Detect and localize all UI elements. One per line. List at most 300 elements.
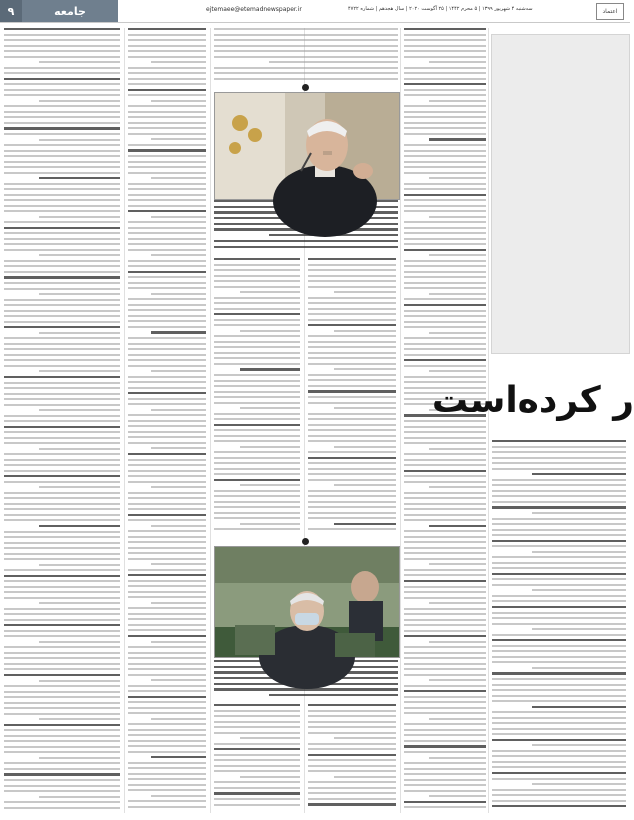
text-line	[429, 486, 486, 488]
text-line	[128, 315, 206, 317]
text-line	[492, 750, 626, 752]
text-line	[404, 133, 486, 135]
text-line	[4, 144, 120, 146]
issue-dateline: سه‌شنبه ۴ شهریور ۱۳۹۹ | ۵ محرم ۱۴۴۲ | ۲۵ آگوست ۲۰۲۰ | سال هجدهم | شماره ۴۷۲۲	[348, 6, 533, 12]
text-line	[4, 166, 120, 168]
text-line	[4, 492, 120, 494]
text-line	[4, 768, 120, 770]
text-line	[214, 495, 300, 497]
text-line	[151, 447, 206, 449]
text-line	[492, 440, 626, 442]
column-divider	[400, 28, 401, 813]
text-line	[308, 787, 396, 789]
text-line	[404, 652, 486, 654]
text-line	[128, 227, 206, 229]
text-line	[151, 795, 206, 797]
text-line	[128, 436, 206, 438]
text-line	[492, 479, 626, 481]
text-line	[151, 138, 206, 140]
advertisement-block	[491, 34, 630, 354]
text-line	[492, 778, 626, 780]
text-line	[404, 72, 486, 74]
text-line	[492, 495, 626, 497]
text-line	[308, 275, 396, 277]
headline-text: ر کرده‌است	[431, 380, 634, 421]
text-line	[214, 308, 300, 310]
text-line	[404, 481, 486, 483]
text-line	[128, 442, 206, 444]
text-line	[404, 464, 486, 466]
text-line	[404, 45, 486, 47]
text-line	[429, 602, 486, 604]
text-line	[308, 357, 396, 359]
text-line	[404, 773, 486, 775]
text-line	[308, 297, 396, 299]
text-line	[429, 177, 486, 179]
text-line	[404, 646, 486, 648]
text-line	[4, 591, 120, 593]
text-line	[214, 732, 300, 734]
text-line	[4, 67, 120, 69]
text-line	[404, 459, 486, 461]
text-line	[128, 536, 206, 538]
text-line	[4, 807, 120, 809]
text-line	[404, 161, 486, 163]
text-line	[4, 735, 120, 737]
text-line	[214, 804, 300, 806]
text-line	[404, 470, 486, 472]
text-line	[128, 359, 206, 361]
text-line	[404, 745, 486, 747]
text-line	[214, 748, 300, 750]
text-line	[308, 363, 396, 365]
text-line	[214, 240, 398, 242]
text-line	[214, 765, 300, 767]
text-line	[308, 512, 396, 514]
text-line	[214, 313, 300, 315]
text-line	[214, 374, 300, 376]
text-line	[240, 737, 300, 739]
text-column-3-mid	[214, 258, 300, 538]
text-line	[214, 517, 300, 519]
text-line	[214, 297, 300, 299]
text-line	[4, 398, 120, 400]
text-line	[214, 357, 300, 359]
text-line	[128, 425, 206, 427]
contact-email[interactable]: ejtemaee@etemadnewspaper.ir	[206, 6, 302, 13]
text-line	[4, 442, 120, 444]
text-line	[404, 536, 486, 538]
text-line	[404, 83, 486, 85]
text-line	[4, 531, 120, 533]
text-line	[214, 506, 300, 508]
text-line	[492, 612, 626, 614]
text-line	[214, 424, 300, 426]
text-line	[128, 260, 206, 262]
text-line	[4, 453, 120, 455]
text-line	[404, 227, 486, 229]
text-line	[128, 94, 206, 96]
text-line	[308, 721, 396, 723]
text-column-4-mid	[308, 258, 396, 538]
text-line	[128, 194, 206, 196]
text-line	[4, 635, 120, 637]
text-line	[404, 232, 486, 234]
text-line	[404, 762, 486, 764]
text-line	[128, 652, 206, 654]
text-line	[404, 635, 486, 637]
text-line	[4, 431, 120, 433]
text-line	[4, 348, 120, 350]
text-line	[39, 602, 120, 604]
text-line	[308, 501, 396, 503]
text-line	[128, 271, 206, 273]
text-line	[308, 385, 396, 387]
text-line	[492, 656, 626, 658]
text-line	[404, 315, 486, 317]
text-line	[4, 702, 120, 704]
text-line	[492, 573, 626, 575]
text-line	[4, 359, 120, 361]
text-line	[4, 746, 120, 748]
text-line	[128, 387, 206, 389]
text-line	[404, 348, 486, 350]
text-line	[151, 293, 206, 295]
text-line	[214, 324, 300, 326]
text-line	[214, 396, 300, 398]
text-line	[429, 61, 486, 63]
text-line	[214, 45, 398, 47]
text-line	[308, 429, 396, 431]
text-line	[128, 166, 206, 168]
text-line	[214, 363, 300, 365]
text-line	[4, 199, 120, 201]
text-line	[334, 291, 396, 293]
text-line	[214, 798, 300, 800]
text-line	[4, 299, 120, 301]
text-line	[404, 144, 486, 146]
text-line	[308, 269, 396, 271]
text-line	[308, 396, 396, 398]
text-line	[4, 34, 120, 36]
text-line	[4, 310, 120, 312]
text-line	[404, 304, 486, 306]
text-line	[404, 806, 486, 808]
text-line	[4, 464, 120, 466]
text-line	[128, 519, 206, 521]
text-line	[128, 784, 206, 786]
text-column-3-bottom	[214, 704, 300, 814]
text-line	[429, 254, 486, 256]
text-line	[128, 580, 206, 582]
text-line	[404, 740, 486, 742]
text-line	[334, 737, 396, 739]
text-line	[214, 770, 300, 772]
text-line	[492, 645, 626, 647]
text-line	[404, 310, 486, 312]
text-line	[128, 800, 206, 802]
text-line	[4, 227, 120, 229]
text-line	[404, 508, 486, 510]
text-line	[4, 265, 120, 267]
text-line	[404, 354, 486, 356]
text-line	[334, 484, 396, 486]
text-line	[214, 67, 398, 69]
text-line	[128, 249, 206, 251]
text-line	[128, 668, 206, 670]
text-line	[404, 188, 486, 190]
text-line	[404, 492, 486, 494]
text-line	[4, 630, 120, 632]
text-line	[128, 745, 206, 747]
text-line	[128, 78, 206, 80]
text-line	[404, 376, 486, 378]
text-line	[240, 330, 300, 332]
text-line	[404, 105, 486, 107]
text-line	[492, 529, 626, 531]
text-line	[214, 715, 300, 717]
text-line	[308, 402, 396, 404]
text-line	[214, 704, 300, 706]
text-line	[128, 116, 206, 118]
text-line	[308, 506, 396, 508]
text-line	[240, 484, 300, 486]
text-line	[308, 302, 396, 304]
text-line	[532, 744, 626, 746]
text-line	[4, 161, 120, 163]
text-line	[492, 540, 626, 542]
text-line	[308, 748, 396, 750]
text-line	[128, 28, 206, 30]
text-line	[404, 271, 486, 273]
text-line	[429, 563, 486, 565]
text-line	[128, 431, 206, 433]
text-line	[4, 547, 120, 549]
text-line	[4, 122, 120, 124]
text-line	[214, 39, 398, 41]
text-line	[492, 606, 626, 608]
text-line	[4, 94, 120, 96]
text-line	[492, 451, 626, 453]
text-line	[128, 337, 206, 339]
text-line	[128, 607, 206, 609]
text-line	[532, 706, 626, 708]
text-line	[404, 150, 486, 152]
text-line	[404, 67, 486, 69]
text-line	[308, 341, 396, 343]
text-line	[308, 479, 396, 481]
text-line	[429, 525, 486, 527]
text-line	[492, 462, 626, 464]
text-line	[128, 50, 206, 52]
text-line	[269, 61, 398, 63]
text-line	[308, 759, 396, 761]
text-line	[4, 724, 120, 726]
text-line	[128, 624, 206, 626]
text-line	[4, 249, 120, 251]
text-line	[128, 276, 206, 278]
text-line	[214, 468, 300, 470]
text-line	[4, 321, 120, 323]
text-line	[4, 646, 120, 648]
text-line	[151, 254, 206, 256]
text-line	[404, 431, 486, 433]
text-line	[128, 232, 206, 234]
text-line	[308, 715, 396, 717]
text-line	[214, 402, 300, 404]
text-line	[404, 591, 486, 593]
text-line	[404, 337, 486, 339]
text-line	[214, 754, 300, 756]
text-line	[404, 668, 486, 670]
text-line	[404, 701, 486, 703]
text-line	[128, 199, 206, 201]
text-line	[4, 420, 120, 422]
text-line	[404, 166, 486, 168]
text-line	[308, 710, 396, 712]
text-line	[128, 326, 206, 328]
text-line	[4, 790, 120, 792]
text-line	[404, 243, 486, 245]
text-line	[128, 789, 206, 791]
text-line	[308, 528, 396, 530]
text-line	[429, 448, 486, 450]
text-line	[4, 194, 120, 196]
text-line	[429, 332, 486, 334]
text-line	[404, 442, 486, 444]
text-line	[4, 78, 120, 80]
text-column-6	[492, 440, 626, 815]
text-line	[214, 429, 300, 431]
text-line	[4, 260, 120, 262]
text-line	[4, 657, 120, 659]
text-line	[492, 672, 626, 674]
text-column-2	[128, 28, 206, 813]
text-line	[4, 387, 120, 389]
text-line	[492, 684, 626, 686]
text-line	[214, 391, 300, 393]
text-line	[404, 298, 486, 300]
text-line	[4, 514, 120, 516]
text-line	[4, 785, 120, 787]
text-line	[214, 413, 300, 415]
text-line	[128, 155, 206, 157]
text-line	[404, 497, 486, 499]
text-line	[4, 221, 120, 223]
text-line	[128, 221, 206, 223]
text-line	[404, 519, 486, 521]
text-line	[39, 641, 120, 643]
text-line	[429, 370, 486, 372]
text-line	[128, 45, 206, 47]
text-line	[404, 530, 486, 532]
text-line	[492, 711, 626, 713]
text-line	[128, 657, 206, 659]
text-line	[4, 536, 120, 538]
text-line	[4, 288, 120, 290]
text-line	[214, 451, 300, 453]
text-line	[214, 385, 300, 387]
text-line	[404, 619, 486, 621]
page-header	[0, 0, 630, 23]
text-line	[128, 188, 206, 190]
text-line	[128, 613, 206, 615]
text-line	[4, 243, 120, 245]
text-line	[4, 50, 120, 52]
text-line	[4, 575, 120, 577]
text-column-4-bottom	[308, 704, 396, 814]
text-line	[214, 346, 300, 348]
text-line	[214, 457, 300, 459]
text-line	[4, 238, 120, 240]
text-line	[4, 459, 120, 461]
text-line	[214, 792, 300, 794]
text-line	[404, 260, 486, 262]
text-line	[39, 216, 120, 218]
text-line	[404, 734, 486, 736]
text-line	[404, 663, 486, 665]
text-line	[404, 801, 486, 803]
text-line	[128, 304, 206, 306]
text-line	[492, 739, 626, 741]
text-line	[4, 437, 120, 439]
text-line	[4, 282, 120, 284]
text-line	[308, 743, 396, 745]
text-line	[308, 435, 396, 437]
text-line	[151, 525, 206, 527]
text-line	[128, 734, 206, 736]
text-line	[214, 380, 300, 382]
text-line	[404, 569, 486, 571]
text-line	[4, 116, 120, 118]
text-line	[128, 806, 206, 808]
text-line	[128, 558, 206, 560]
text-line	[492, 733, 626, 735]
text-line	[404, 768, 486, 770]
text-line	[492, 600, 626, 602]
text-line	[308, 352, 396, 354]
text-line	[308, 335, 396, 337]
text-line	[404, 238, 486, 240]
text-line	[404, 751, 486, 753]
text-line	[492, 650, 626, 652]
text-line	[492, 501, 626, 503]
text-line	[308, 424, 396, 426]
text-line	[429, 641, 486, 643]
text-line	[308, 468, 396, 470]
text-line	[151, 756, 206, 758]
text-line	[128, 348, 206, 350]
text-line	[404, 613, 486, 615]
text-line	[4, 205, 120, 207]
text-line	[128, 503, 206, 505]
text-line	[4, 276, 120, 278]
text-line	[404, 426, 486, 428]
text-line	[4, 183, 120, 185]
text-line	[128, 481, 206, 483]
text-line	[404, 723, 486, 725]
text-line	[39, 370, 120, 372]
text-line	[128, 105, 206, 107]
text-column-1	[4, 28, 120, 813]
text-line	[404, 630, 486, 632]
text-line	[128, 729, 206, 731]
text-line	[214, 787, 300, 789]
text-line	[214, 352, 300, 354]
text-line	[404, 729, 486, 731]
text-line	[404, 50, 486, 52]
text-line	[4, 304, 120, 306]
